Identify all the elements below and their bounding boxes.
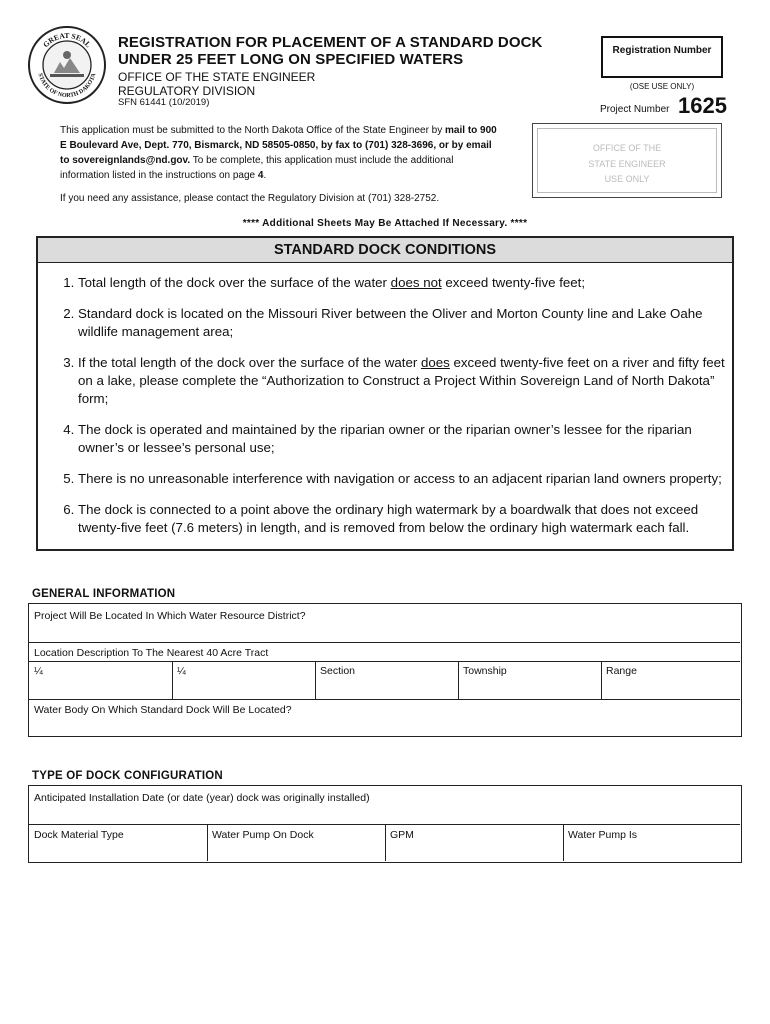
water-resource-district-label: Project Will Be Located In Which Water Resource District? — [34, 610, 306, 622]
dock-material-field[interactable] — [29, 824, 207, 861]
seal-top-text: GREAT SEAL — [41, 30, 93, 50]
office-use-line-2: STATE ENGINEER — [588, 158, 666, 169]
intro-text-e: . — [263, 170, 267, 181]
submission-instructions — [60, 123, 500, 183]
water-body-label: Water Body On Which Standard Dock Will Be Located? — [34, 704, 292, 716]
dock-material-label: Dock Material Type — [34, 829, 124, 841]
project-number-label: Project Number — [600, 104, 670, 115]
condition-1-text-b: exceed twenty-five feet; — [441, 275, 586, 290]
water-pump-is-label: Water Pump Is — [568, 829, 638, 841]
assistance-text: If you need any assistance, please contact the Regulatory Division at (701) 328-2752. — [60, 193, 440, 204]
water-pump-on-dock-field[interactable] — [207, 824, 385, 861]
condition-1-text-a: Total length of the dock over the surface of the water — [78, 275, 391, 290]
condition-4: 4. The dock is operated and maintained by the riparian owner or the riparian owner’s lessee for the riparian owner’s or lessee’s personal use; — [78, 421, 728, 457]
gpm-field[interactable] — [385, 824, 563, 861]
title-line-1: REGISTRATION FOR PLACEMENT OF A STANDARD DOCK — [118, 34, 543, 51]
water-body-field[interactable] — [29, 699, 740, 735]
range-label: Range — [606, 665, 637, 677]
intro-contact-details: mail to 900 E Boulevard Ave, Dept. 770, Bismarck, ND 58505-0850, by fax to (701) 328-3696, or by email to sovereignlands@nd.gov. — [60, 125, 497, 166]
registration-number-label: Registration Number — [612, 45, 712, 56]
township-label: Township — [463, 665, 507, 677]
condition-3 — [78, 354, 728, 408]
water-pump-on-dock-label: Water Pump On Dock — [212, 829, 314, 841]
ose-use-only-label: (OSE USE ONLY) — [629, 82, 695, 91]
office-use-inner — [537, 128, 717, 193]
installation-date-field[interactable] — [29, 786, 740, 824]
township-field[interactable] — [458, 661, 601, 699]
office-use-line-3: USE ONLY — [604, 174, 650, 184]
office-use-text — [538, 141, 716, 188]
condition-3-emphasis: does — [420, 355, 450, 370]
general-information-table — [28, 603, 742, 737]
intro-text-c: To be complete, this application must include the additional information listed in the instructions on page — [60, 155, 454, 181]
intro-text-a: This application must be submitted to the North Dakota Office of the State Engineer by — [60, 125, 446, 136]
form-title — [118, 34, 543, 68]
condition-3-text-b: exceed twenty-five feet on a river and fifty feet on a lake, please complete the “Authorization to Construct a Project Within Sovereign Land of North Dakota” form; — [78, 355, 725, 406]
office-name — [118, 70, 315, 98]
office-line-2: REGULATORY DIVISION — [118, 84, 256, 98]
quarter-2-label: ¼ — [177, 665, 186, 677]
office-use-only-box — [532, 123, 722, 198]
quarter-2-field[interactable] — [172, 661, 315, 699]
installation-date-label: Anticipated Installation Date (or date (year) dock was originally installed) — [34, 792, 370, 804]
section-field[interactable] — [315, 661, 458, 699]
condition-5: 5. There is no unreasonable interference with navigation or access to an adjacent riparian land owners property; — [78, 470, 728, 488]
dock-configuration-heading: TYPE OF DOCK CONFIGURATION — [32, 770, 223, 782]
form-number: SFN 61441 (10/2019) — [118, 97, 210, 108]
gpm-label: GPM — [390, 829, 414, 841]
intro-page-ref: 4 — [257, 170, 264, 181]
water-resource-district-field[interactable] — [29, 604, 740, 642]
quarter-1-label: ¼ — [34, 665, 43, 677]
condition-3-text-a: If the total length of the dock over the surface of the water — [78, 355, 421, 370]
title-line-2: UNDER 25 FEET LONG ON SPECIFIED WATERS — [118, 51, 464, 68]
seal-graphic — [30, 28, 104, 102]
additional-sheets-note: **** Additional Sheets May Be Attached If Necessary. **** — [242, 218, 528, 229]
location-description-label: Location Description To The Nearest 40 Acre Tract — [34, 647, 269, 659]
condition-6: 6. The dock is connected to a point above the ordinary high watermark by a boardwalk that does not exceed twenty-five feet (7.6 meters) in length, and is removed from below the ordinary high watermark each fall. — [78, 501, 728, 537]
condition-2: 2. Standard dock is located on the Missouri River between the Oliver and Morton County line and Lake Oahe wildlife management area; — [78, 305, 728, 341]
registration-number-box[interactable] — [601, 36, 723, 78]
water-pump-is-field[interactable] — [563, 824, 740, 861]
condition-1 — [78, 274, 728, 292]
range-field[interactable] — [601, 661, 740, 699]
seal-bottom-text: STATE OF NORTH DAKOTA — [36, 72, 98, 100]
standard-dock-conditions — [36, 236, 734, 551]
section-label: Section — [320, 665, 356, 677]
project-number-value: 1625 — [678, 93, 727, 118]
quarter-1-field[interactable] — [29, 661, 172, 699]
office-line-1: OFFICE OF THE STATE ENGINEER — [118, 70, 316, 84]
conditions-heading: STANDARD DOCK CONDITIONS — [38, 238, 732, 263]
office-use-line-1: OFFICE OF THE — [592, 143, 662, 153]
state-seal — [28, 26, 106, 104]
condition-1-emphasis: does not — [390, 275, 442, 290]
general-information-heading: GENERAL INFORMATION — [32, 588, 176, 600]
dock-configuration-table — [28, 785, 742, 863]
